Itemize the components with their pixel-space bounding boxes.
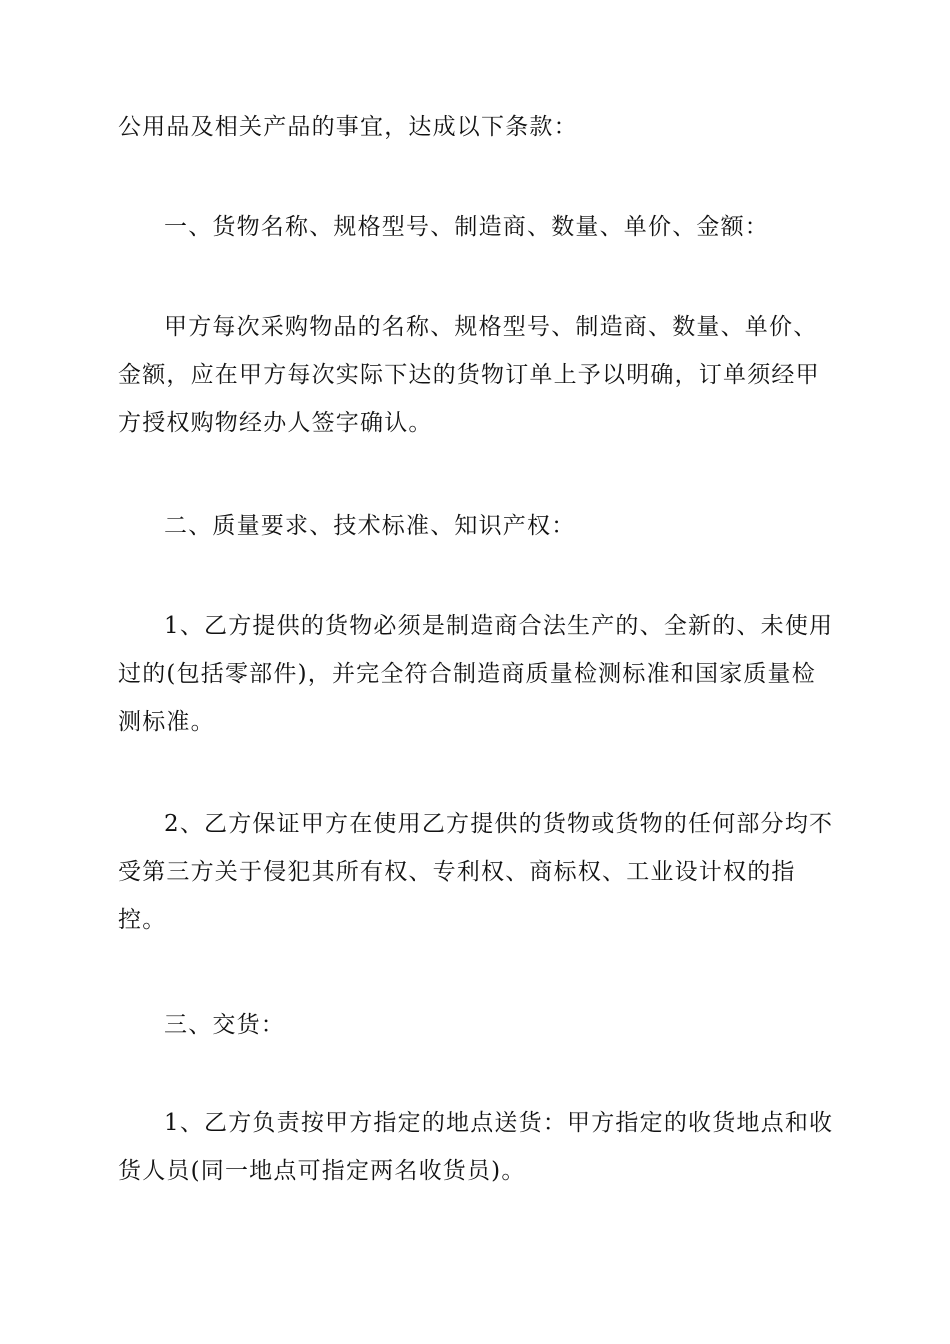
section-heading-3: 三、交货：: [164, 1012, 285, 1038]
paragraph-purchase: 甲方每次采购物品的名称、规格型号、制造商、数量、单价、金额，应在甲方每次实际下达的货物订单上予以明确，订单须经甲方授权购物经办人签字确认。: [118, 314, 820, 436]
paragraph-quality-1: 1、乙方提供的货物必须是制造商合法生产的、全新的、未使用过的(包括零部件)，并完全符合制造商质量检测标准和国家质量检测标准。: [118, 613, 834, 735]
paragraph-intro: 公用品及相关产品的事宜，达成以下条款：: [118, 114, 578, 140]
section-heading-1: 一、货物名称、规格型号、制造商、数量、单价、金额：: [164, 214, 769, 240]
paragraph-quality-2: 2、乙方保证甲方在使用乙方提供的货物或货物的任何部分均不受第三方关于侵犯其所有权、专利权、商标权、工业设计权的指控。: [118, 811, 834, 933]
section-heading-2: 二、质量要求、技术标准、知识产权：: [164, 513, 576, 539]
paragraph-delivery-1: 1、乙方负责按甲方指定的地点送货：甲方指定的收货地点和收货人员(同一地点可指定两名收货员)。: [118, 1110, 834, 1184]
